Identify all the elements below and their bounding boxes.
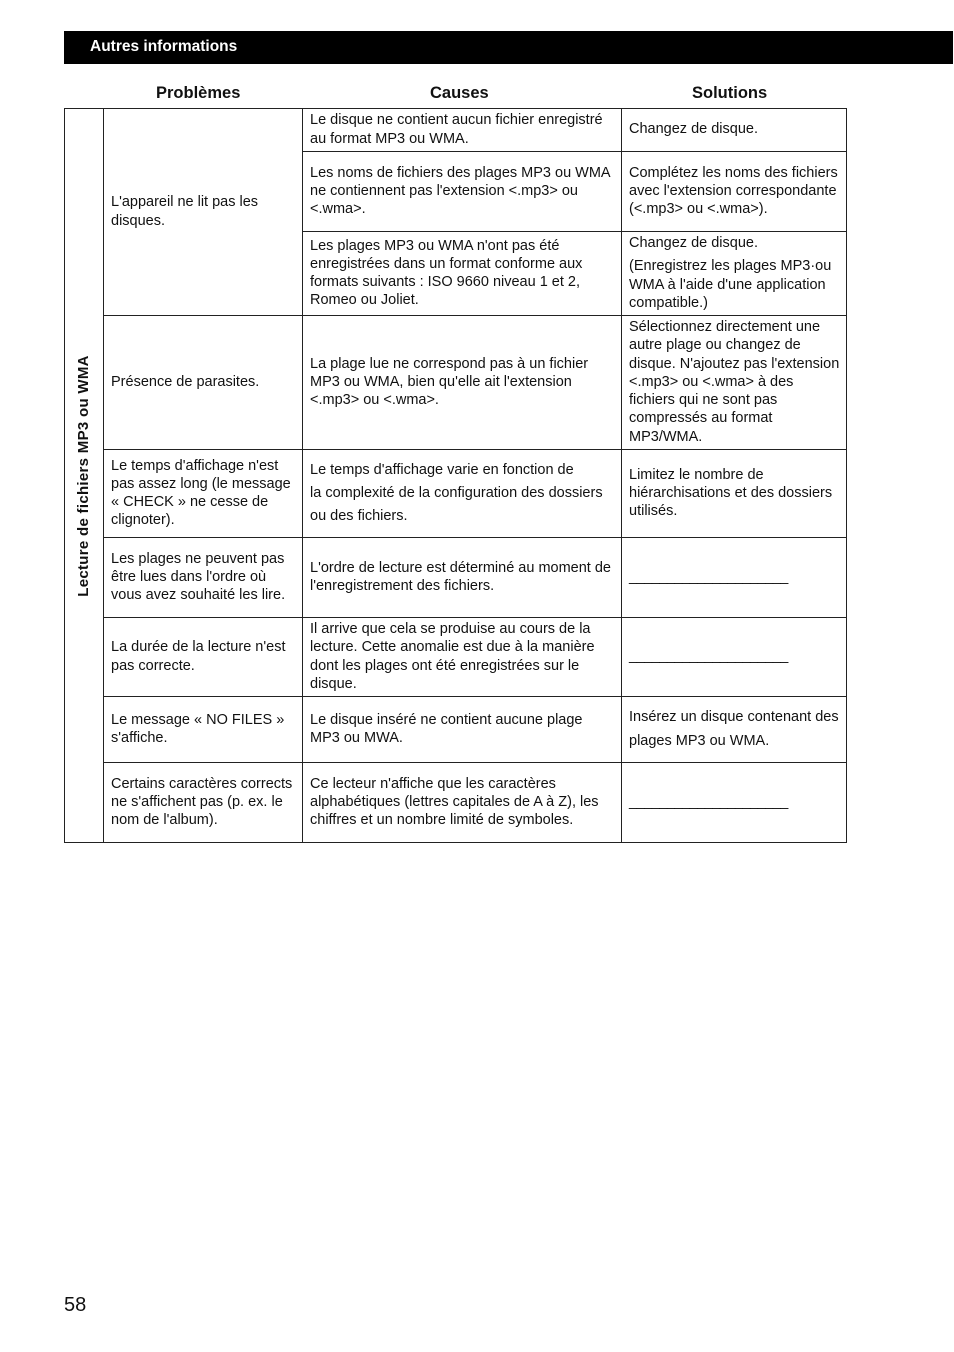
solution-cell [622,152,847,232]
cause-text: L'ordre de lecture est déterminé au moment de l'enregistrement des fichiers. [310,559,611,594]
section-cell [65,109,104,843]
cause-cell [303,232,622,316]
header-bar [64,31,953,64]
solution-text: plages MP3 ou WMA. [629,732,770,749]
solution-cell [622,763,847,843]
cause-cell [303,109,622,152]
cause-cell [303,316,622,450]
cause-text: ou des fichiers. [310,508,408,525]
solution-cell [622,450,847,538]
cause-text: Il arrive que cela se produise au cours de la lecture. Cette anomalie est due à la manière dont les plages ont été enregistrées sur le disque. [310,621,595,692]
cause-text: Le disque inséré ne contient aucune plage MP3 ou MWA. [310,711,583,746]
problem-cell: L'appareil ne lit pas les disques. [104,109,303,316]
cause-text: La plage lue ne correspond pas à un fichier MP3 ou WMA, bien qu'elle ait l'extension <.mp3> ou <.wma>. [310,355,589,409]
cause-cell [303,538,622,618]
table-row [65,450,847,538]
solution-placeholder-line: _____________________ [629,793,788,810]
section-label: Lecture de fichiers MP3 ou WMA [74,354,92,597]
table-row [65,316,847,450]
column-header-causes: Causes [430,84,489,102]
problem-cell: Le temps d'affichage n'est pas assez long (le message « CHECK » ne cesse de clignoter). [104,450,303,538]
cause-text: Le temps d'affichage varie en fonction de [310,461,574,478]
solution-cell [622,538,847,618]
cause-cell [303,697,622,763]
table-row [65,618,847,697]
solution-cell [622,697,847,763]
page-number: 58 [64,1294,87,1316]
cause-text: Ce lecteur n'affiche que les caractères alphabétiques (lettres capitales de A à Z), les chiffres et un nombre limité de symboles. [310,775,599,829]
table-row [65,109,847,152]
cause-text: Les noms de fichiers des plages MP3 ou WMA ne contiennent pas l'extension <.mp3> ou <.wma>. [310,164,610,218]
cause-cell [303,152,622,232]
solution-text: Complétez les noms des fichiers avec l'extension correspondante (<.mp3> ou <.wma>). [629,164,838,218]
solution-text: Changez de disque. [629,121,758,138]
solution-text: Insérez un disque contenant des [629,709,839,726]
column-header-problems: Problèmes [156,84,241,102]
solution-cell [622,109,847,152]
cause-text: Les plages MP3 ou WMA n'ont pas été enregistrées dans un format conforme aux formats suivants : ISO 9660 niveau 1 et 2, Romeo ou Joliet. [310,237,583,309]
cause-text: la complexité de la configuration des dossiers [310,484,603,501]
problem-cell: La durée de la lecture n'est pas correcte. [104,618,303,697]
solution-text: Sélectionnez directement une autre plage ou changez de disque. N'ajoutez pas l'extension <.mp3> ou <.wma> à des fichiers qui ne sont pas compressés au format MP3/WMA. [629,319,840,445]
cause-text: Le disque ne contient aucun fichier enregistré au format MP3 ou WMA. [310,112,603,147]
problem-cell: Le message « NO FILES » s'affiche. [104,697,303,763]
solution-placeholder-line: _____________________ [629,648,788,665]
cause-cell [303,450,622,538]
troubleshooting-table [64,108,847,843]
solution-cell [622,618,847,697]
column-header-solutions: Solutions [692,84,768,102]
table-row [65,538,847,618]
table-row [65,697,847,763]
solution-text: (Enregistrez les plages MP3·ou WMA à l'aide d'une application compatible.) [629,258,832,311]
header-title: Autres informations [90,38,238,55]
solution-text: Limitez le nombre de hiérarchisations et des dossiers utilisés. [629,466,833,520]
cause-cell [303,618,622,697]
cause-cell [303,763,622,843]
solution-text: Changez de disque. [629,235,758,252]
problem-cell: Certains caractères corrects ne s'affichent pas (p. ex. le nom de l'album). [104,763,303,843]
solution-cell [622,316,847,450]
solution-cell [622,232,847,316]
problem-cell: Présence de parasites. [104,316,303,450]
problem-cell: Les plages ne peuvent pas être lues dans l'ordre où vous avez souhaité les lire. [104,538,303,618]
table-row [65,763,847,843]
solution-placeholder-line: _____________________ [629,568,788,585]
